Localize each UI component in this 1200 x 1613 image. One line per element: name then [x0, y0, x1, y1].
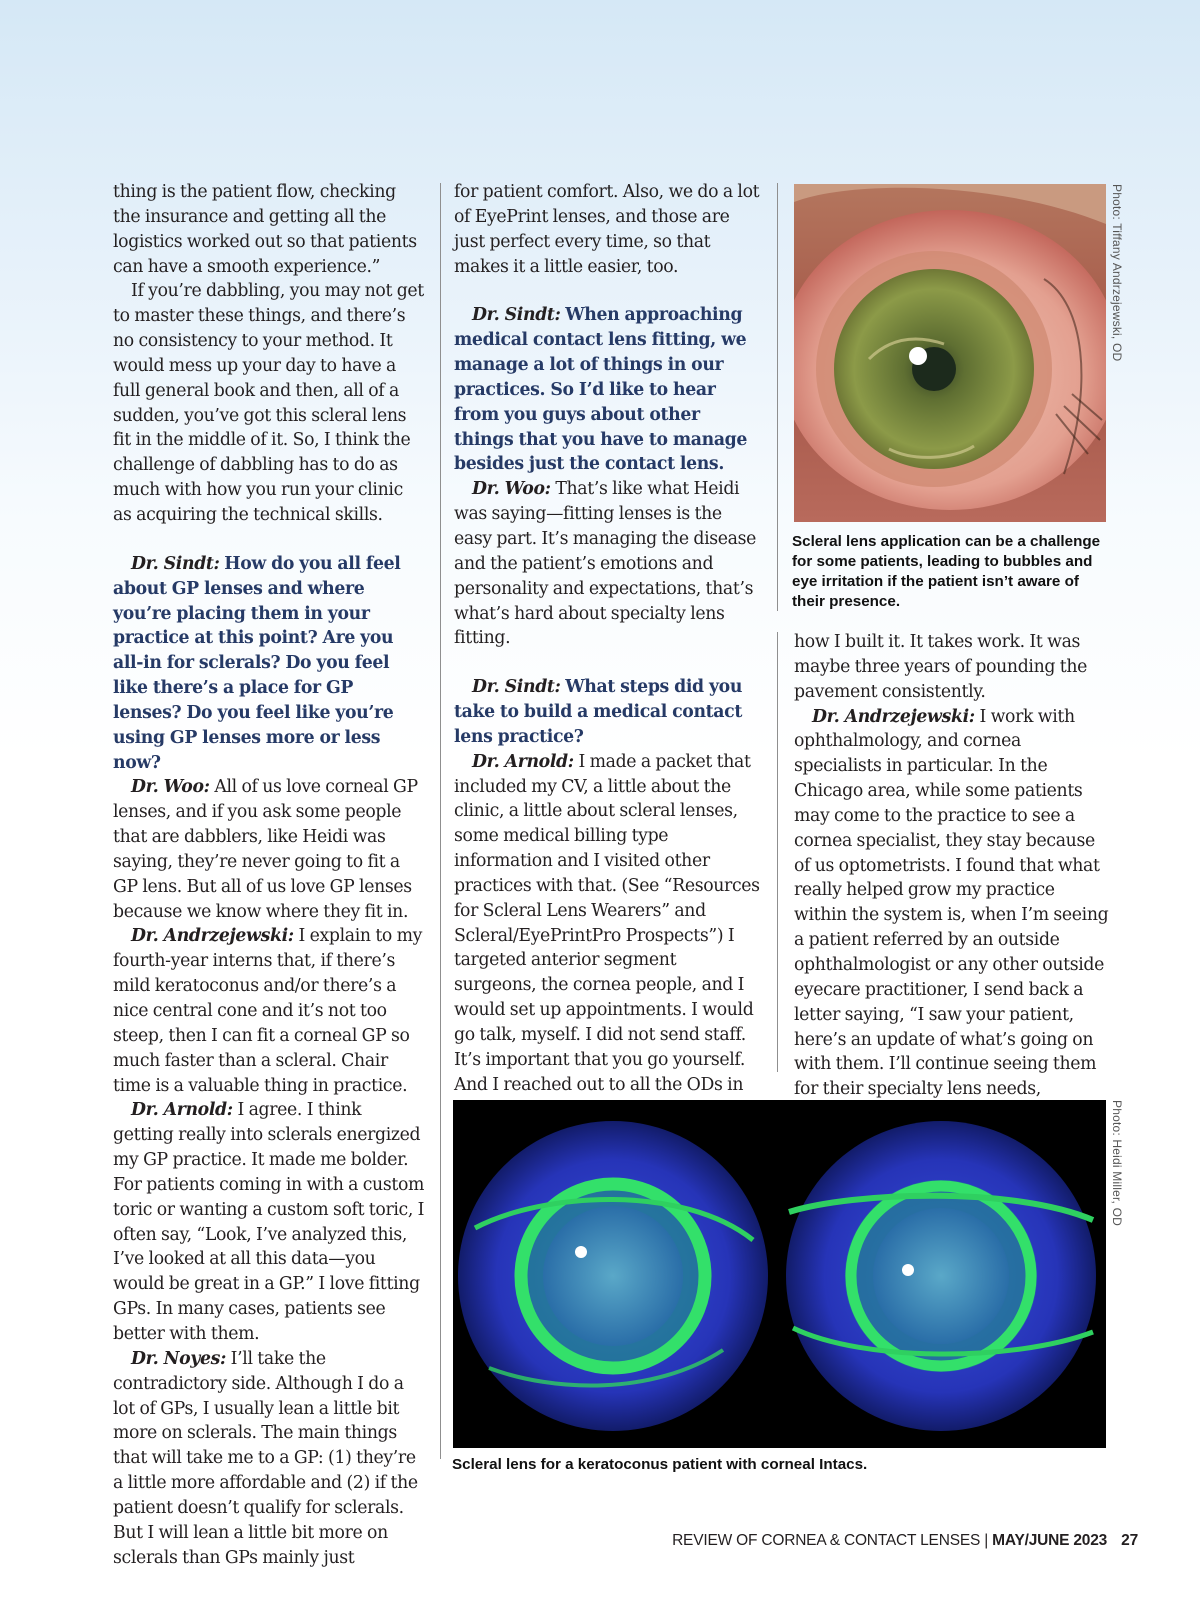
journal-name: REVIEW OF CORNEA & CONTACT LENSES	[672, 1532, 981, 1549]
speaker-name: Dr. Noyes:	[131, 1348, 227, 1369]
speaker-name: Dr. Andrzejewski:	[812, 706, 975, 727]
question-sindt	[454, 675, 760, 750]
speaker-name: Dr. Woo:	[472, 479, 551, 500]
answer-andrzejewski	[113, 924, 425, 1098]
answer-text: I explain to my fourth-year interns that, if there’s mild keratoconus and/or there’s a nice central cone and it’s not too steep, then I can fit a corneal GP so much faster than a scleral. Chair time is a valuable thing in practice.	[113, 926, 423, 1096]
column-divider	[777, 632, 778, 1072]
photo-credit: Photo: Heidi Miller, OD	[1110, 1100, 1124, 1226]
answer-text: I made a packet that included my CV, a little about the clinic, a little about scleral lenses, some medical billing type information and I visited other practices with that. (See “Resources for Scleral Lens Wearers” and Scleral/EyePrintPro Prospects”) I targeted anterior segment surgeons, the cornea people, and I would set up appointments. I would go talk, myself. I did not send staff. It’s important that you go yourself. And I reached out to all the ODs in	[454, 751, 760, 1095]
question-text: How do you all feel about GP lenses and where you’re placing them in your practice at this point? Are you all-in for sclerals? Do you feel like there’s a place for GP lenses? Do you feel like you’re using GP lenses more or less now?	[113, 553, 401, 773]
speaker-name: Dr. Woo:	[131, 777, 210, 798]
answer-text: I agree. I think getting really into sclerals energized my GP practice. It made me bolder. For patients coming in with a custom toric or wanting a custom soft toric, I often say, “Look, I’ve analyzed this, I’ve looked at all this data—you would be great in a GP.” I love fitting GPs. In many cases, patients see better with them.	[113, 1100, 425, 1344]
paragraph: how I built it. It takes work. It was maybe three years of pounding the pavement consistently.	[794, 632, 1087, 702]
answer-text: All of us love corneal GP lenses, and if you ask some people that are dabblers, like Heidi was saying, they’re never going to fit a GP lens. But all of us love GP lenses because we know where they fit in.	[113, 777, 418, 922]
answer-arnold	[113, 1098, 425, 1346]
speaker-name: Dr. Sindt:	[472, 305, 561, 326]
answer-arnold	[454, 750, 760, 1123]
answer-woo	[113, 775, 425, 924]
question-sindt	[454, 303, 760, 477]
photo-credit: Photo: Tiffany Andrzejewski, OD	[1110, 184, 1124, 362]
answer-andrzejewski	[794, 705, 1112, 1103]
figure-caption: Scleral lens application can be a challenge for some patients, leading to bubbles and eye irritation if the patient isn’t aware of their presence.	[792, 533, 1101, 610]
footer-separator: |	[984, 1532, 989, 1549]
keratoconus-fluorescein-photo	[453, 1100, 1106, 1448]
paragraph: If you’re dabbling, you may not get to master these things, and there’s no consistency to your method. It would mess up your day to have a full general book and then, all of a sudden, you’ve got this scleral lens fit in the middle of it. So, I think the challenge of dabbling has to do as much with how you run your clinic as acquiring the technical skills.	[113, 281, 424, 525]
column-divider	[777, 183, 778, 611]
article-column-1	[113, 180, 425, 1570]
column-divider	[440, 183, 441, 1459]
answer-noyes	[113, 1347, 425, 1571]
answer-text: I’ll take the contradictory side. Although I do a lot of GPs, I usually lean a little bit more on sclerals. The main things that will take me to a GP: (1) they’re a little more affordable and (2) if the patient doesn’t qualify for sclerals. But I will lean a little bit more on sclerals than GPs mainly just	[113, 1348, 418, 1568]
speaker-name: Dr. Andrzejewski:	[131, 926, 294, 947]
article-column-3	[794, 630, 1112, 1102]
answer-woo	[454, 477, 760, 651]
speaker-name: Dr. Sindt:	[131, 553, 220, 574]
paragraph: for patient comfort. Also, we do a lot of EyePrint lenses, and those are just perfect every time, so that makes it a little easier, too.	[454, 182, 760, 277]
question-text: What steps did you take to build a medical contact lens practice?	[454, 677, 743, 747]
figure-caption: Scleral lens for a keratoconus patient with corneal Intacs.	[452, 1456, 868, 1473]
paragraph: thing is the patient flow, checking the insurance and getting all the logistics worked out so that patients can have a smooth experience.”	[113, 182, 417, 277]
scleral-lens-eye-photo	[794, 184, 1106, 522]
speaker-name: Dr. Arnold:	[472, 751, 574, 772]
issue-date: MAY/JUNE 2023	[992, 1532, 1108, 1549]
answer-text: I work with ophthalmology, and cornea specialists in particular. In the Chicago area, while some patients may come to the practice to see a cornea specialist, they stay because of us optometrists. I found that what really helped grow my practice within the system is, when I’m seeing a patient referred by an outside ophthalmologist or any other outside eyecare practitioner, I send back a letter saying, “I saw your patient, here’s an update of what’s going on with them. I’ll continue seeing them for their specialty lens needs,	[794, 706, 1109, 1100]
speaker-name: Dr. Sindt:	[472, 677, 561, 698]
speaker-name: Dr. Arnold:	[131, 1100, 233, 1121]
page-footer	[672, 1532, 1138, 1550]
answer-text: That’s like what Heidi was saying—fitting lenses is the easy part. It’s managing the disease and the patient’s emotions and personality and expectations, that’s what’s hard about specialty lens fitting.	[454, 479, 757, 649]
article-column-2	[454, 180, 760, 1197]
question-text: When approaching medical contact lens fitting, we manage a lot of things in our practices. So I’d like to hear from you guys about other things that you have to manage besides just the contact lens.	[454, 305, 748, 475]
page-number: 27	[1121, 1532, 1138, 1549]
question-sindt	[113, 552, 425, 776]
